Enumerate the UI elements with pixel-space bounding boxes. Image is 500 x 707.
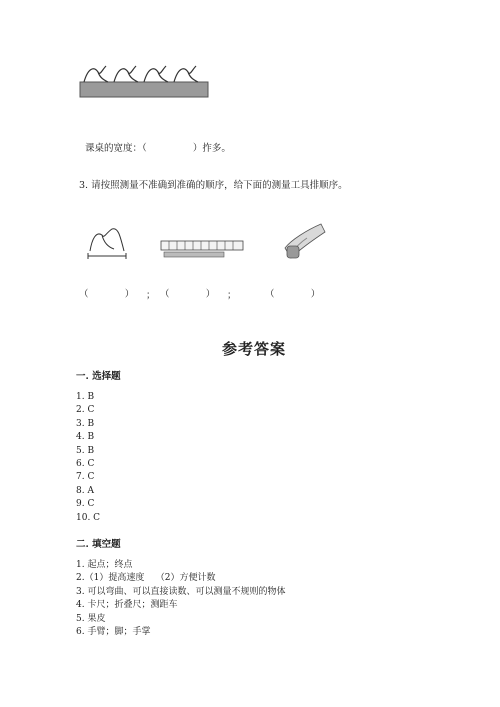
fill-answers-list (76, 559, 285, 639)
separator-1: ； (146, 290, 156, 301)
list-item: 7. C (76, 472, 95, 483)
answer-key-title: 参考答案 (222, 340, 287, 358)
desk-width-label: 课桌的宽度：（ (85, 143, 147, 154)
order-blank-1[interactable]: （ ） (79, 289, 135, 300)
list-item: 6. C (76, 459, 95, 470)
desk-width-question (79, 131, 231, 155)
list-item: 1. B (76, 392, 95, 402)
list-item: 9. C (76, 499, 95, 510)
list-item: 6. 手臂；脚；手掌 (76, 627, 151, 638)
list-item: 2.（1）提高速度 （2）方便计数 (76, 573, 216, 584)
list-item: 2. C (76, 405, 95, 416)
ruler-tool-figure (160, 240, 244, 260)
list-item: 4. 卡尺；折叠尺；测距车 (76, 600, 178, 611)
order-blank-2[interactable]: （ ） (160, 289, 216, 300)
list-item: 10. C (76, 512, 101, 523)
list-item: 5. 果皮 (76, 613, 106, 624)
question-3-prompt: 3. 请按照测量不准确到准确的顺序，给下面的测量工具排顺序。 (79, 180, 348, 191)
desk-width-suffix: ）拃多。 (192, 143, 231, 154)
choice-answers-list (76, 391, 100, 525)
tape-measure-figure (277, 218, 329, 262)
section-fill-heading: 二. 填空题 (76, 539, 121, 550)
desk-hand-span-figure (78, 60, 210, 100)
separator-2: ； (227, 290, 237, 301)
hand-span-tool-figure (84, 225, 130, 261)
list-item: 3. B (76, 418, 95, 429)
list-item: 4. B (76, 432, 95, 443)
list-item: 5. B (76, 445, 95, 456)
section-choice-heading: 一. 选择题 (76, 371, 121, 382)
order-blank-3[interactable]: （ ） (265, 289, 321, 300)
list-item: 3. 可以弯曲、可以直接读数、可以测量不规则的物体 (76, 586, 286, 597)
list-item: 1. 起点；终点 (76, 560, 133, 570)
list-item: 8. A (76, 485, 94, 496)
